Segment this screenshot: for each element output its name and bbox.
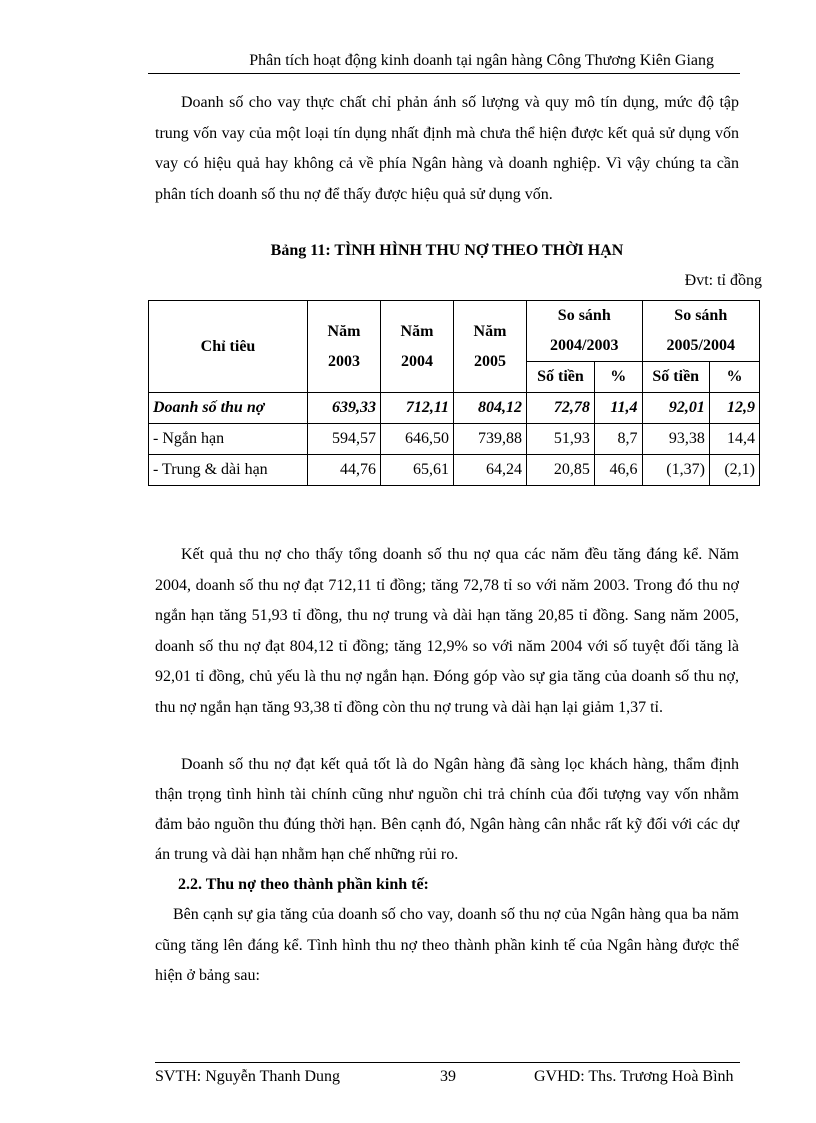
- row-label: Doanh số thu nợ: [149, 393, 308, 424]
- footer-divider: [155, 1062, 740, 1063]
- cell-2003: 44,76: [308, 455, 381, 486]
- cell-percent-2: 12,9: [709, 393, 759, 424]
- cell-percent-1: 11,4: [594, 393, 642, 424]
- section-heading: 2.2. Thu nợ theo thành phần kinh tế:: [178, 876, 429, 893]
- cell-2003: 639,33: [308, 393, 381, 424]
- cell-percent-2: (2,1): [709, 455, 759, 486]
- header-percent-2: %: [709, 362, 759, 393]
- header-2003: Năm 2003: [308, 301, 381, 393]
- header-indicator: Chỉ tiêu: [149, 301, 308, 393]
- cell-amount-1: 72,78: [527, 393, 595, 424]
- cell-amount-1: 51,93: [527, 424, 595, 455]
- cell-2005: 64,24: [454, 455, 527, 486]
- footer-student: SVTH: Nguyễn Thanh Dung: [155, 1068, 341, 1085]
- header-amount-1: Số tiền: [527, 362, 595, 393]
- header-compare-2005-2004: So sánh 2005/2004: [642, 301, 759, 362]
- table-title: Bảng 11: TÌNH HÌNH THU NỢ THEO THỜI HẠN: [270, 242, 624, 259]
- cell-percent-1: 46,6: [594, 455, 642, 486]
- cell-amount-2: (1,37): [642, 455, 709, 486]
- header-2005: Năm 2005: [454, 301, 527, 393]
- header-2004: Năm 2004: [381, 301, 454, 393]
- header-compare-2004-2003: So sánh 2004/2003: [527, 301, 643, 362]
- cell-2003: 594,57: [308, 424, 381, 455]
- cell-2004: 646,50: [381, 424, 454, 455]
- cell-2004: 65,61: [381, 455, 454, 486]
- footer-page-number: 39: [440, 1068, 456, 1085]
- table-row: [149, 455, 760, 486]
- cell-2004: 712,11: [381, 393, 454, 424]
- table-unit: Đvt: tỉ đồng: [684, 272, 762, 289]
- table-row: [149, 424, 760, 455]
- row-label: - Trung & dài hạn: [149, 455, 308, 486]
- header-percent-1: %: [594, 362, 642, 393]
- cell-2005: 739,88: [454, 424, 527, 455]
- intro-paragraph: Doanh số cho vay thực chất chỉ phản ánh số lượng và quy mô tín dụng, mức độ tập trung vốn vay của một loại tín dụng nhất định mà chưa thể hiện được kết quả sử dụng vốn vay có hiệu quả hay không cả về phía Ngân hàng và doanh nghiệp. Vì vậy chúng ta cần phân tích doanh số thu nợ để thấy được hiệu quả sử dụng vốn.: [155, 94, 739, 203]
- reason-paragraph: Doanh số thu nợ đạt kết quả tốt là do Ngân hàng đã sàng lọc khách hàng, thẩm định thận trọng tình hình tài chính cũng như nguồn chi trả chính của đối tượng vay vốn nhằm đảm bảo nguồn thu đúng thời hạn. Bên cạnh đó, Ngân hàng cân nhắc rất kỹ đối với các dự án trung và dài hạn nhằm hạn chế những rủi ro.: [155, 756, 739, 863]
- cell-percent-2: 14,4: [709, 424, 759, 455]
- cell-amount-2: 93,38: [642, 424, 709, 455]
- header-amount-2: Số tiền: [642, 362, 709, 393]
- cell-amount-1: 20,85: [527, 455, 595, 486]
- cell-2005: 804,12: [454, 393, 527, 424]
- page-header: Phân tích hoạt động kinh doanh tại ngân hàng Công Thương Kiên Giang: [148, 52, 740, 74]
- table-row: [149, 393, 760, 424]
- section-paragraph: Bên cạnh sự gia tăng của doanh số cho vay, doanh số thu nợ của Ngân hàng qua ba năm cũng tăng lên đáng kể. Tình hình thu nợ theo thành phần kinh tế của Ngân hàng được thể hiện ở bảng sau:: [155, 906, 739, 984]
- cell-percent-1: 8,7: [594, 424, 642, 455]
- results-paragraph: Kết quả thu nợ cho thấy tổng doanh số thu nợ qua các năm đều tăng đáng kể. Năm 2004, doanh số thu nợ đạt 712,11 tỉ đồng; tăng 72,78 tỉ so với năm 2003. Trong đó thu nợ ngắn hạn tăng 51,93 tỉ đồng, thu nợ trung và dài hạn tăng 20,85 tỉ đồng. Sang năm 2005, doanh số thu nợ đạt 804,12 tỉ đồng; tăng 12,9% so với năm 2004 với số tuyệt đối tăng là 92,01 tỉ đồng, chủ yếu là thu nợ ngắn hạn. Đóng góp vào sự gia tăng của doanh số thu nợ, thu nợ ngắn hạn tăng 93,38 tỉ đồng còn thu nợ trung và dài hạn lại giảm 1,37 tỉ.: [155, 546, 739, 716]
- footer-advisor: GVHD: Ths. Trương Hoà Bình: [534, 1068, 734, 1085]
- debt-collection-table: [148, 300, 760, 486]
- cell-amount-2: 92,01: [642, 393, 709, 424]
- row-label: - Ngắn hạn: [149, 424, 308, 455]
